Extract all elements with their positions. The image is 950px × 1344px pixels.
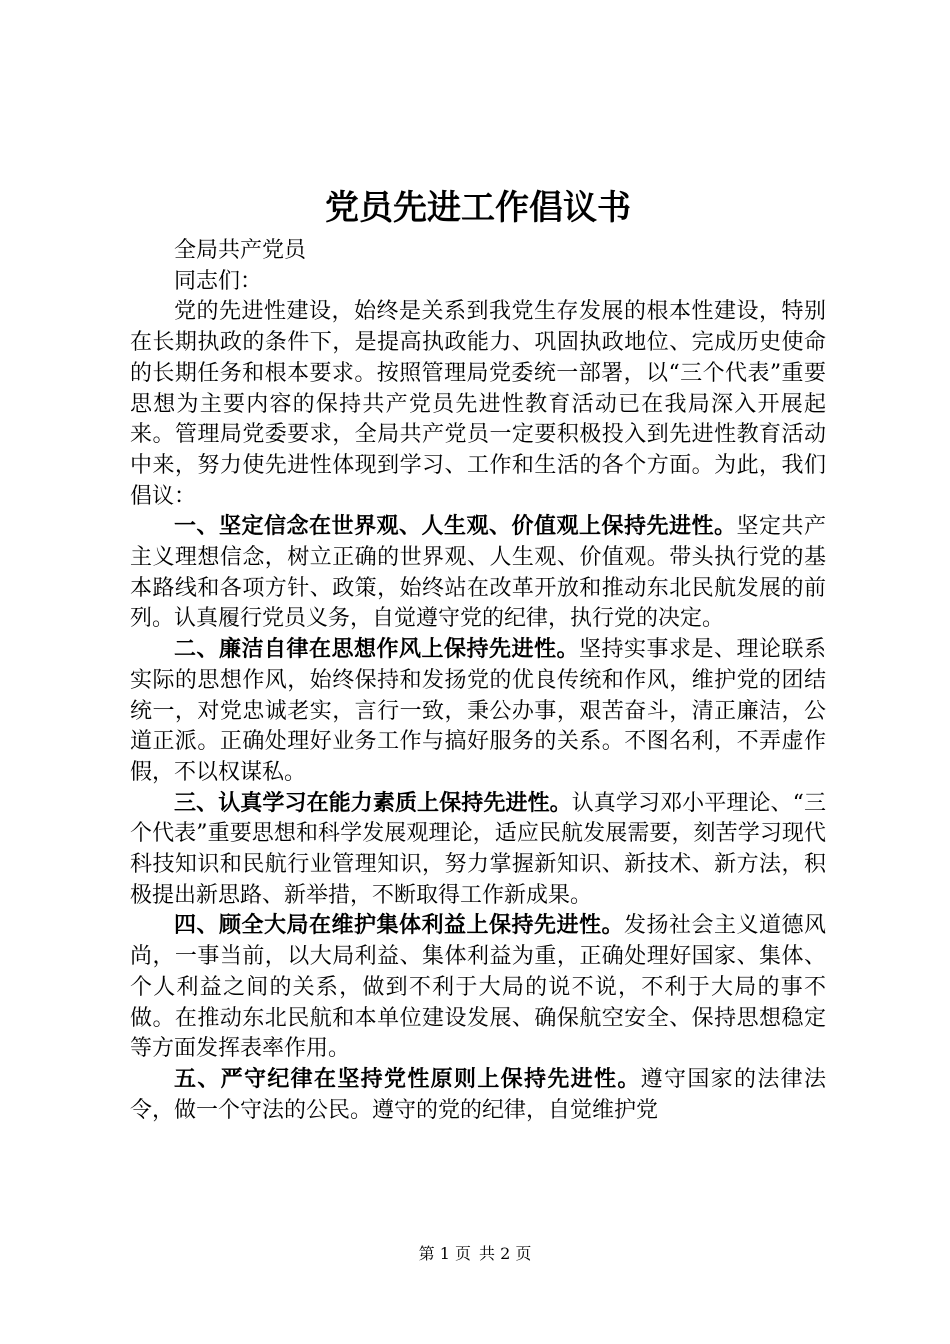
section-paragraph bbox=[130, 635, 826, 789]
section-paragraph bbox=[130, 512, 826, 635]
section-paragraph bbox=[130, 911, 826, 1065]
page-total: 共 2 页 bbox=[479, 1244, 532, 1263]
section-paragraph bbox=[130, 789, 826, 912]
section-body: 坚定共产主义理想信念，树立正确的世界观、人生观、价值观。带头执行党的基本路线和各项方针、政策，始终站在改革开放和推动东北民航发展的前列。认真履行党员义务，自觉遵守党的纪律，执行党的决定。 bbox=[130, 514, 826, 632]
document-title: 党员先进工作倡议书 bbox=[325, 188, 631, 228]
page-number: 第 1 页 bbox=[418, 1244, 471, 1263]
section-heading: 二、廉洁自律在思想作风上保持先进性。 bbox=[174, 637, 579, 663]
section-body: 坚持实事求是、理论联系实际的思想作风，始终保持和发扬党的优良传统和作风，维护党的团结统一，对党忠诚老实，言行一致，秉公办事，艰苦奋斗，清正廉洁，公道正派。正确处理好业务工作与搞好服务的关系。不图名利，不弄虚作假，不以权谋私。 bbox=[130, 637, 826, 785]
section-heading: 三、认真学习在能力素质上保持先进性。 bbox=[174, 790, 572, 816]
intro-paragraph: 党的先进性建设，始终是关系到我党生存发展的根本性建设，特别在长期执政的条件下，是提高执政能力、巩固执政地位、完成历史使命的长期任务和根本要求。按照管理局党委统一部署，以“三个代表”重要思想为主要内容的保持共产党员先进性教育活动已在我局深入开展起来。管理局党委要求，全局共产党员一定要积极投入到先进性教育活动中来，努力使先进性体现到学习、工作和生活的各个方面。为此，我们倡议： bbox=[130, 299, 826, 509]
section-heading: 四、顾全大局在维护集体利益上保持先进性。 bbox=[174, 913, 624, 939]
section-paragraph bbox=[130, 1065, 826, 1126]
document-page bbox=[130, 186, 826, 1126]
page-footer bbox=[0, 1244, 950, 1264]
salutation-recipient: 全局共产党员 bbox=[174, 238, 307, 263]
salutation-greeting: 同志们： bbox=[174, 268, 263, 294]
section-heading: 五、严守纪律在坚持党性原则上保持先进性。 bbox=[174, 1066, 641, 1092]
section-body: 发扬社会主义道德风尚，一事当前，以大局利益、集体利益为重，正确处理好国家、集体、个人利益之间的关系，做到不利于大局的说不说，不利于大局的事不做。在推动东北民航和本单位建设发展、确保航空安全、保持思想稳定等方面发挥表率作用。 bbox=[130, 913, 826, 1062]
section-heading: 一、坚定信念在世界观、人生观、价值观上保持先进性。 bbox=[174, 514, 737, 540]
section-body: 遵守国家的法律法令，做一个守法的公民。遵守的党的纪律，自觉维护党 bbox=[130, 1066, 826, 1123]
section-body: 认真学习邓小平理论、“三个代表”重要思想和科学发展观理论，适应民航发展需要，刻苦学习现代科技知识和民航行业管理知识，努力掌握新知识、新技术、新方法，积极提出新思路、新举措，不断取得工作新成果。 bbox=[130, 790, 826, 908]
